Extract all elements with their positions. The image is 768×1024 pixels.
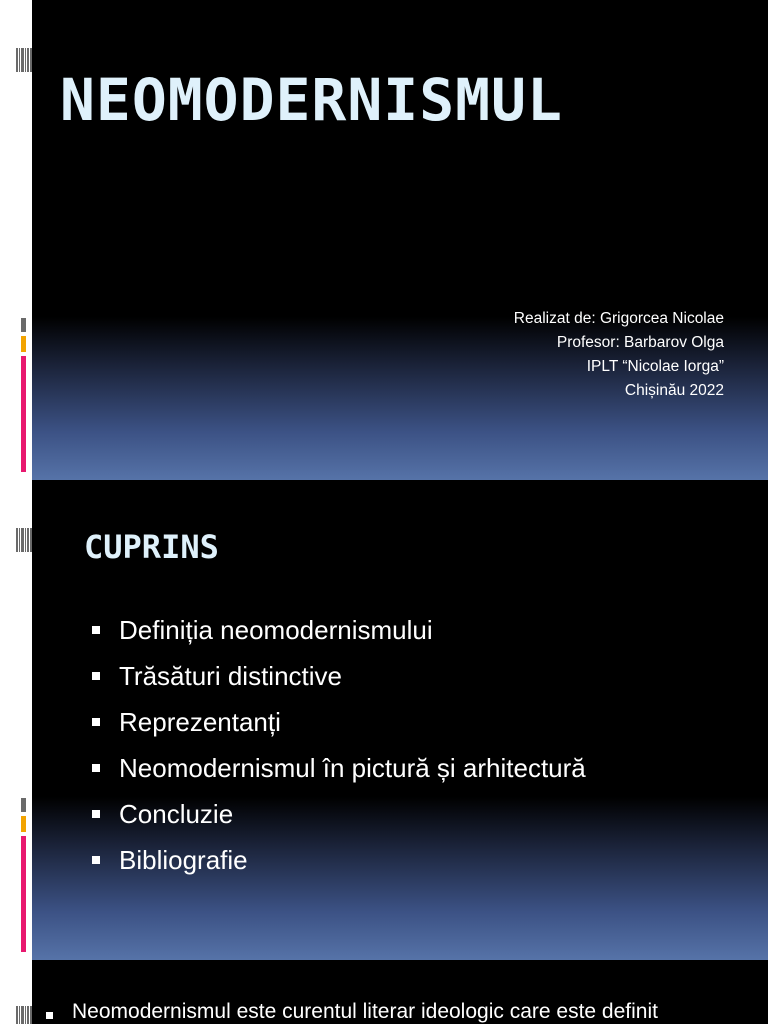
left-decor-strip <box>0 480 32 960</box>
toc-title: CUPRINS <box>84 528 219 566</box>
decor-pink-mark <box>21 356 26 472</box>
decor-gray-mark <box>21 798 26 812</box>
table-of-contents <box>92 607 586 883</box>
decor-orange-mark <box>21 336 26 352</box>
decor-gray-mark <box>21 318 26 332</box>
toc-item-label: Trăsături distinctive <box>119 660 342 691</box>
barcode-icon <box>16 528 32 552</box>
left-decor-strip <box>0 0 32 480</box>
credit-teacher: Profesor: Barbarov Olga <box>556 334 724 351</box>
list-item <box>92 745 586 791</box>
left-decor-strip <box>0 960 32 1024</box>
toc-item-label: Concluzie <box>119 798 234 829</box>
decor-pink-mark <box>21 836 26 952</box>
square-bullet-icon <box>92 718 100 726</box>
list-item <box>92 653 586 699</box>
square-bullet-icon <box>92 810 100 818</box>
barcode-icon <box>16 48 32 72</box>
toc-item-label: Neomodernismul în pictură și arhitectură <box>119 752 586 783</box>
slide-3-body-text: Neomodernismul este curentul literar ideologic care este definit <box>72 1000 658 1023</box>
barcode-icon <box>16 1006 32 1024</box>
square-bullet-icon <box>46 1012 53 1019</box>
slide-1 <box>0 0 768 480</box>
presentation-title: NEOMODERNISMUL <box>60 66 563 134</box>
square-bullet-icon <box>92 856 100 864</box>
square-bullet-icon <box>92 626 100 634</box>
credit-school: IPLT “Nicolae Iorga” <box>586 358 724 375</box>
toc-item-label: Definiția neomodernismului <box>119 614 433 645</box>
list-item <box>92 607 586 653</box>
square-bullet-icon <box>92 764 100 772</box>
credit-author: Realizat de: Grigorcea Nicolae <box>513 310 724 327</box>
decor-orange-mark <box>21 816 26 832</box>
toc-item-label: Reprezentanți <box>119 706 281 737</box>
toc-item-label: Bibliografie <box>119 844 248 875</box>
list-item <box>92 791 586 837</box>
author-credits <box>514 307 724 403</box>
list-item <box>92 837 586 883</box>
square-bullet-icon <box>92 672 100 680</box>
list-item <box>92 699 586 745</box>
credit-place-date: Chișinău 2022 <box>624 382 724 399</box>
